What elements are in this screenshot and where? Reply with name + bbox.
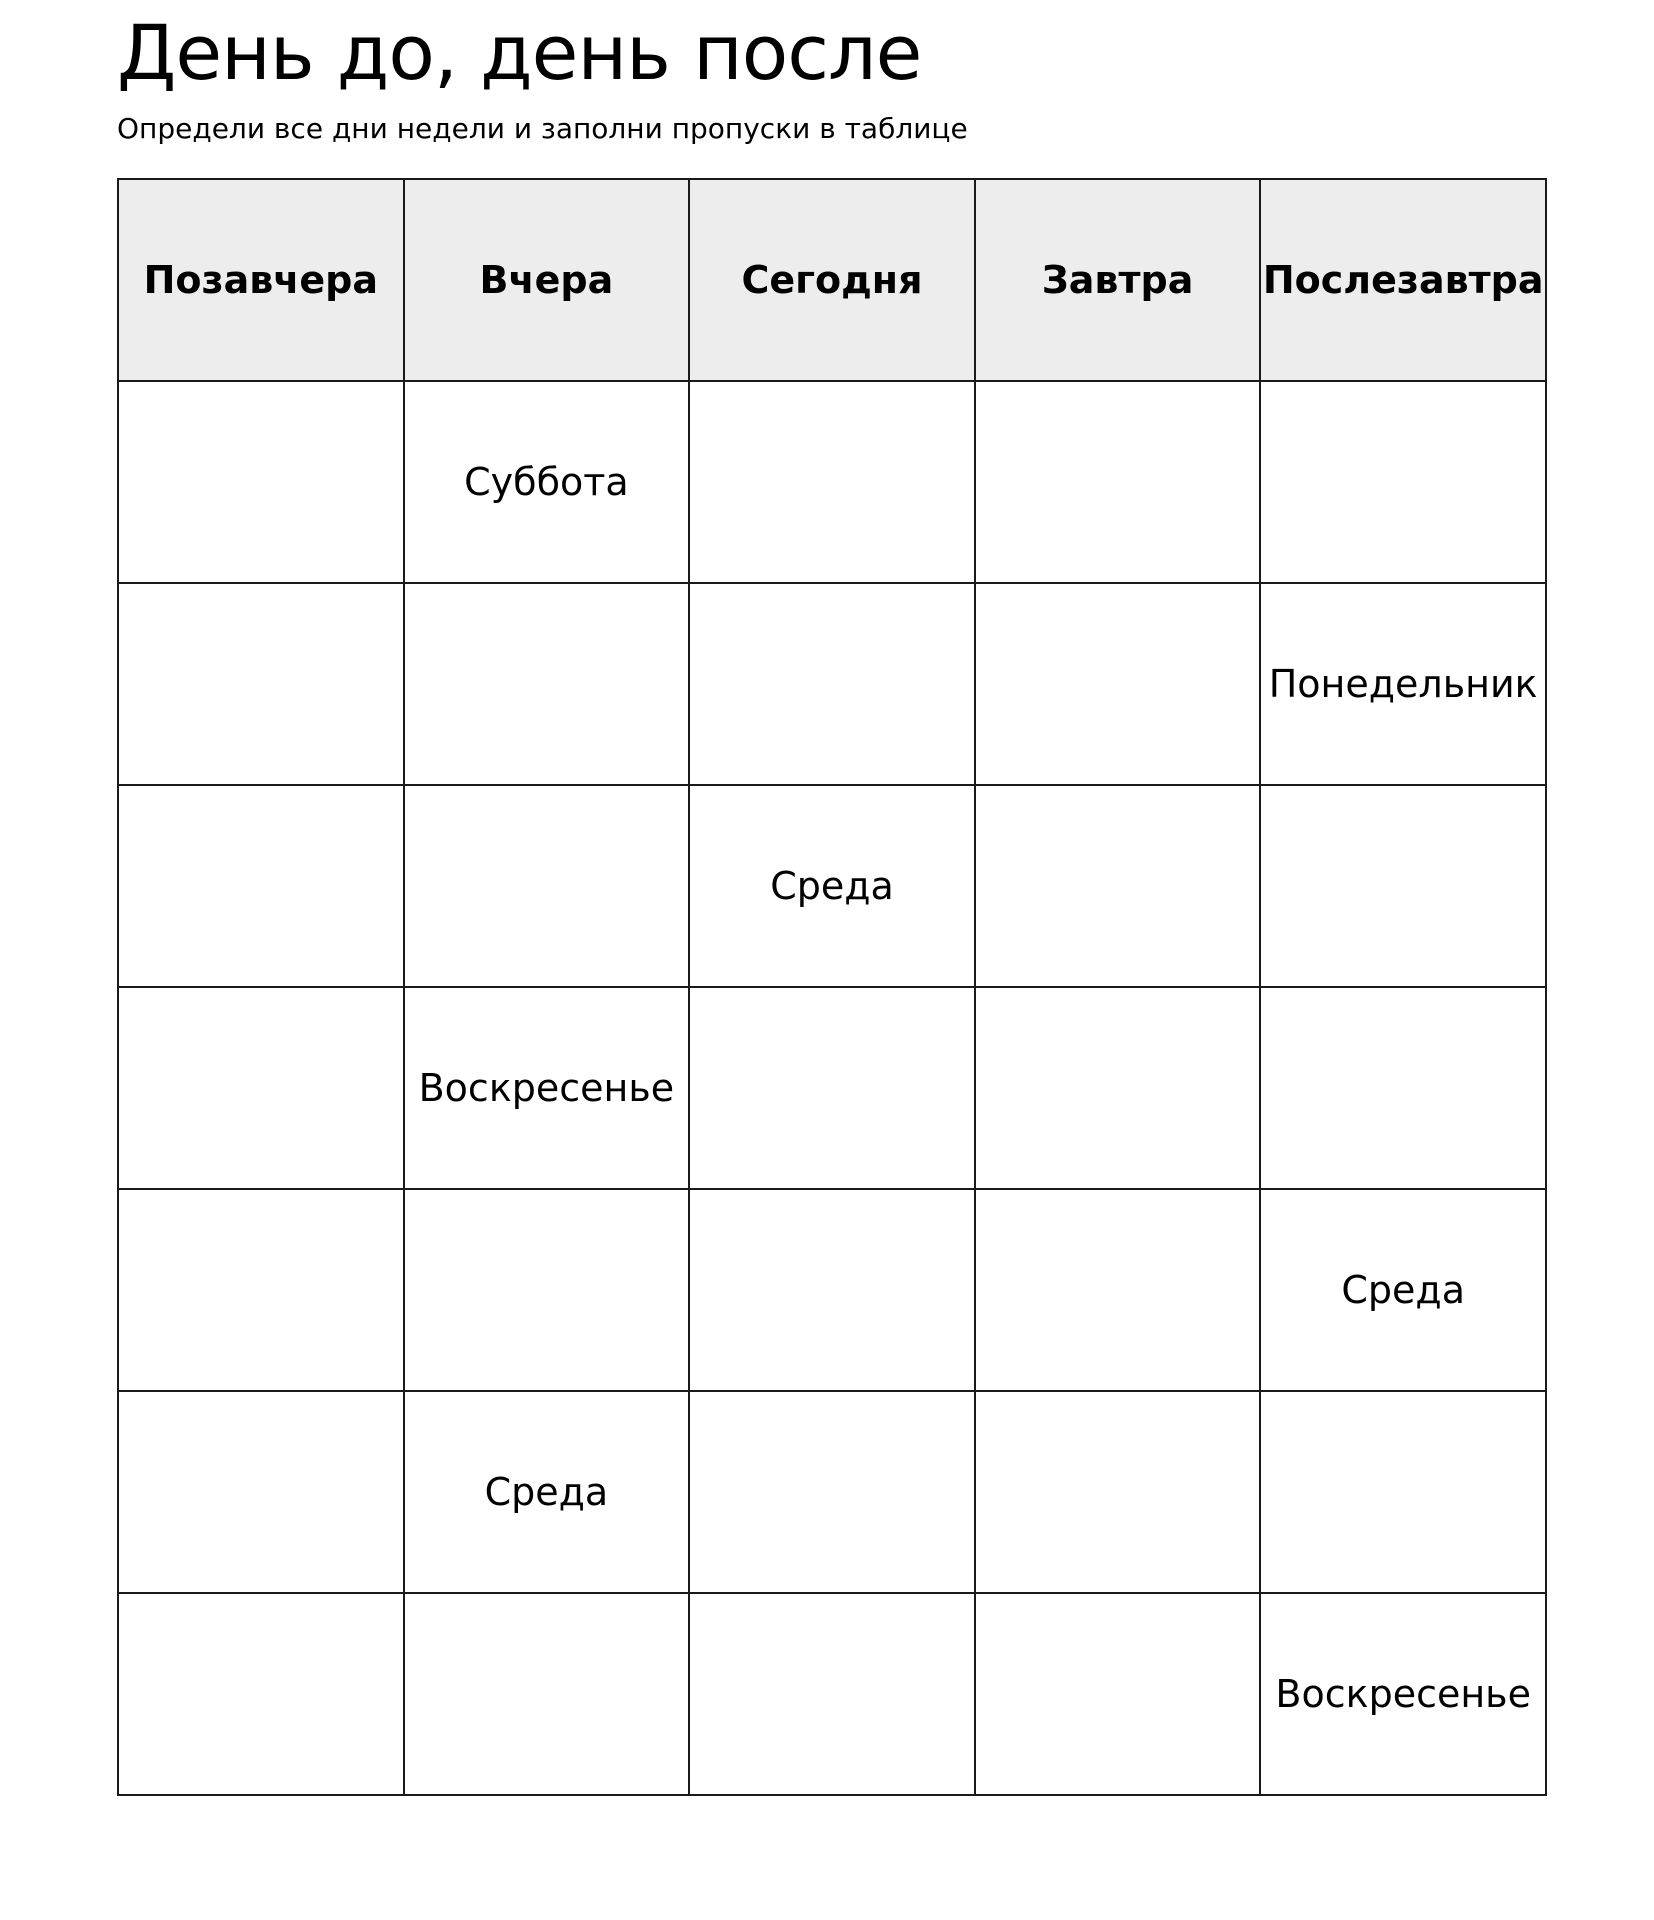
table-cell: Понедельник bbox=[1260, 583, 1546, 785]
table-cell[interactable] bbox=[1260, 785, 1546, 987]
table-cell[interactable] bbox=[118, 1391, 404, 1593]
table-cell[interactable] bbox=[975, 785, 1261, 987]
table-cell[interactable] bbox=[118, 987, 404, 1189]
table-cell[interactable] bbox=[975, 987, 1261, 1189]
table-row bbox=[118, 785, 1546, 987]
table-cell[interactable] bbox=[404, 785, 690, 987]
table-cell: Суббота bbox=[404, 381, 690, 583]
days-table bbox=[117, 178, 1547, 1796]
table-row bbox=[118, 381, 1546, 583]
table-row bbox=[118, 987, 1546, 1189]
table-cell: Воскресенье bbox=[1260, 1593, 1546, 1795]
page-title: День до, день после bbox=[117, 8, 922, 97]
table-cell: Среда bbox=[404, 1391, 690, 1593]
table-cell[interactable] bbox=[404, 1593, 690, 1795]
table-cell[interactable] bbox=[689, 987, 975, 1189]
column-header-today: Сегодня bbox=[689, 179, 975, 381]
table-cell: Воскресенье bbox=[404, 987, 690, 1189]
table-cell[interactable] bbox=[975, 1391, 1261, 1593]
table-cell[interactable] bbox=[118, 1189, 404, 1391]
table-row bbox=[118, 1189, 1546, 1391]
column-header-tomorrow: Завтра bbox=[975, 179, 1261, 381]
table-cell[interactable] bbox=[975, 381, 1261, 583]
table-cell[interactable] bbox=[975, 1189, 1261, 1391]
table-cell[interactable] bbox=[1260, 381, 1546, 583]
column-header-day-after-tomorrow: Послезавтра bbox=[1260, 179, 1546, 381]
table-cell[interactable] bbox=[1260, 987, 1546, 1189]
table-cell[interactable] bbox=[689, 1593, 975, 1795]
column-header-yesterday: Вчера bbox=[404, 179, 690, 381]
table-cell[interactable] bbox=[689, 1189, 975, 1391]
header-row bbox=[118, 179, 1546, 381]
table-cell[interactable] bbox=[689, 1391, 975, 1593]
table-cell[interactable] bbox=[1260, 1391, 1546, 1593]
table-cell[interactable] bbox=[118, 583, 404, 785]
instruction-text: Определи все дни недели и заполни пропуски в таблице bbox=[117, 112, 968, 145]
table-row bbox=[118, 1391, 1546, 1593]
table-cell[interactable] bbox=[975, 583, 1261, 785]
table-cell[interactable] bbox=[404, 583, 690, 785]
table-cell[interactable] bbox=[118, 381, 404, 583]
table-cell: Среда bbox=[689, 785, 975, 987]
column-header-day-before-yesterday: Позавчера bbox=[118, 179, 404, 381]
table-row bbox=[118, 583, 1546, 785]
table-cell: Среда bbox=[1260, 1189, 1546, 1391]
table-cell[interactable] bbox=[689, 381, 975, 583]
table-cell[interactable] bbox=[404, 1189, 690, 1391]
table-cell[interactable] bbox=[118, 785, 404, 987]
table-cell[interactable] bbox=[975, 1593, 1261, 1795]
table-row bbox=[118, 1593, 1546, 1795]
table-cell[interactable] bbox=[689, 583, 975, 785]
table-cell[interactable] bbox=[118, 1593, 404, 1795]
